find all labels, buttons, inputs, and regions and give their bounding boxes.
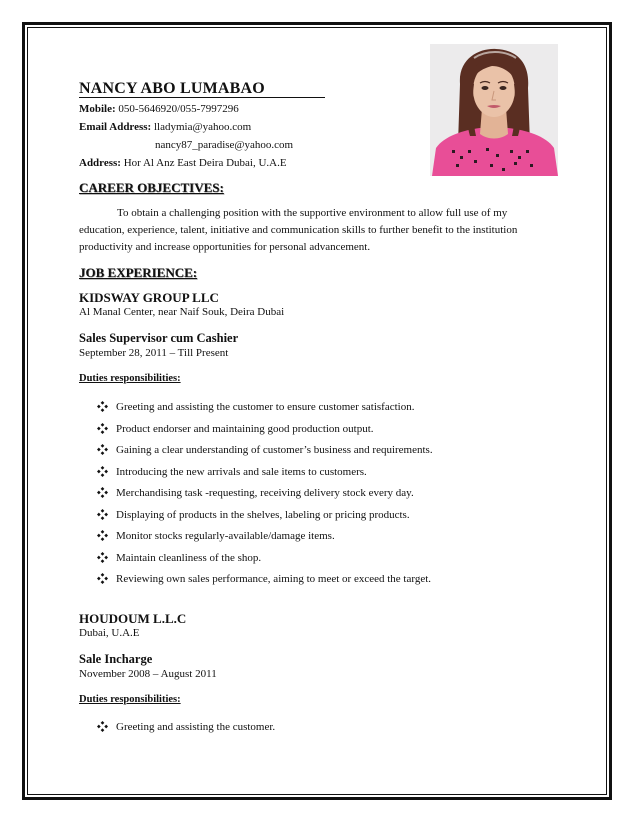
mobile-value: 050-5646920/055-7997296: [118, 103, 239, 115]
duty-text: Greeting and assisting the customer to ensure customer satisfaction.: [116, 401, 415, 413]
email-line-2: [155, 136, 293, 154]
diamond-bullet-icon: [97, 573, 108, 584]
email-line: [79, 118, 251, 136]
list-item: [97, 508, 433, 530]
diamond-bullet-icon: [97, 552, 108, 563]
job-2-company: HOUDOUM L.L.C: [79, 611, 187, 626]
mobile-label: Mobile:: [79, 103, 116, 115]
diamond-bullet-icon: [97, 466, 108, 477]
duty-text: Gaining a clear understanding of customer’s business and requirements.: [116, 444, 433, 456]
job-1-dates: September 28, 2011 – Till Present: [79, 347, 229, 359]
duty-text: Introducing the new arrivals and sale items to customers.: [116, 465, 367, 478]
diamond-bullet-icon: [97, 444, 108, 455]
job-1-location: Al Manal Center, near Naif Souk, Deira Dubai: [79, 306, 285, 318]
list-item: [97, 422, 433, 444]
diamond-bullet-icon: [97, 530, 108, 541]
job-2-location: Dubai, U.A.E: [79, 627, 140, 639]
list-item: [97, 551, 433, 573]
email-label: Email Address:: [79, 121, 152, 133]
address-value: Hor Al Anz East Deira Dubai, U.A.E: [123, 157, 287, 169]
list-item: [97, 486, 433, 508]
list-item: [97, 529, 433, 551]
duty-text: Displaying of products in the shelves, labeling or pricing products.: [116, 508, 410, 521]
job-experience-heading: JOB EXPERIENCE:: [79, 265, 198, 280]
duty-text: Maintain cleanliness of the shop.: [116, 551, 262, 564]
job-1-role: Sales Supervisor cum Cashier: [79, 331, 239, 345]
job-2-role: Sale Incharge: [79, 652, 153, 666]
duty-text: Product endorser and maintaining good production output.: [116, 422, 374, 435]
career-objectives-heading: CAREER OBJECTIVES:: [79, 180, 224, 195]
address-label: Address:: [79, 157, 121, 169]
name-underline: [79, 97, 325, 98]
diamond-bullet-icon: [97, 423, 108, 434]
diamond-bullet-icon: [97, 401, 108, 412]
email-value-2: nancy87_paradise@yahoo.com: [155, 139, 294, 151]
diamond-bullet-icon: [97, 721, 108, 732]
job-1-duties-list: [97, 400, 433, 594]
diamond-bullet-icon: [97, 487, 108, 498]
career-objective-body: To obtain a challenging position with the supportive environment to allow full use of my education, experience, talent, initiative and communication skills to further benefit to the institution productivity and increase opportunities for personal advancement.: [79, 207, 518, 253]
job-2-duties-list: [97, 720, 275, 742]
address-line: [79, 154, 287, 172]
list-item: [97, 443, 433, 465]
job-2-dates: November 2008 – August 2011: [79, 668, 217, 680]
duty-text: Merchandising task -requesting, receiving delivery stock every day.: [116, 487, 414, 499]
job-1-company: KIDSWAY GROUP LLC: [79, 290, 219, 305]
list-item: [97, 720, 275, 742]
candidate-name: NANCY ABO LUMABAO: [79, 80, 265, 97]
mobile-line: [79, 100, 239, 118]
career-objective-text: [79, 205, 549, 256]
list-item: [97, 572, 433, 594]
profile-photo: [430, 44, 558, 176]
duty-text: Monitor stocks regularly-available/damage items.: [116, 530, 335, 542]
job-1-duties-heading: Duties responsibilities:: [79, 373, 181, 384]
diamond-bullet-icon: [97, 509, 108, 520]
duty-text: Reviewing own sales performance, aiming to meet or exceed the target.: [116, 573, 432, 585]
duty-text: Greeting and assisting the customer.: [116, 721, 276, 733]
list-item: [97, 465, 433, 487]
email-value-1: lladymia@yahoo.com: [153, 121, 252, 133]
job-2-duties-heading: Duties responsibilities:: [79, 694, 181, 705]
list-item: [97, 400, 433, 422]
